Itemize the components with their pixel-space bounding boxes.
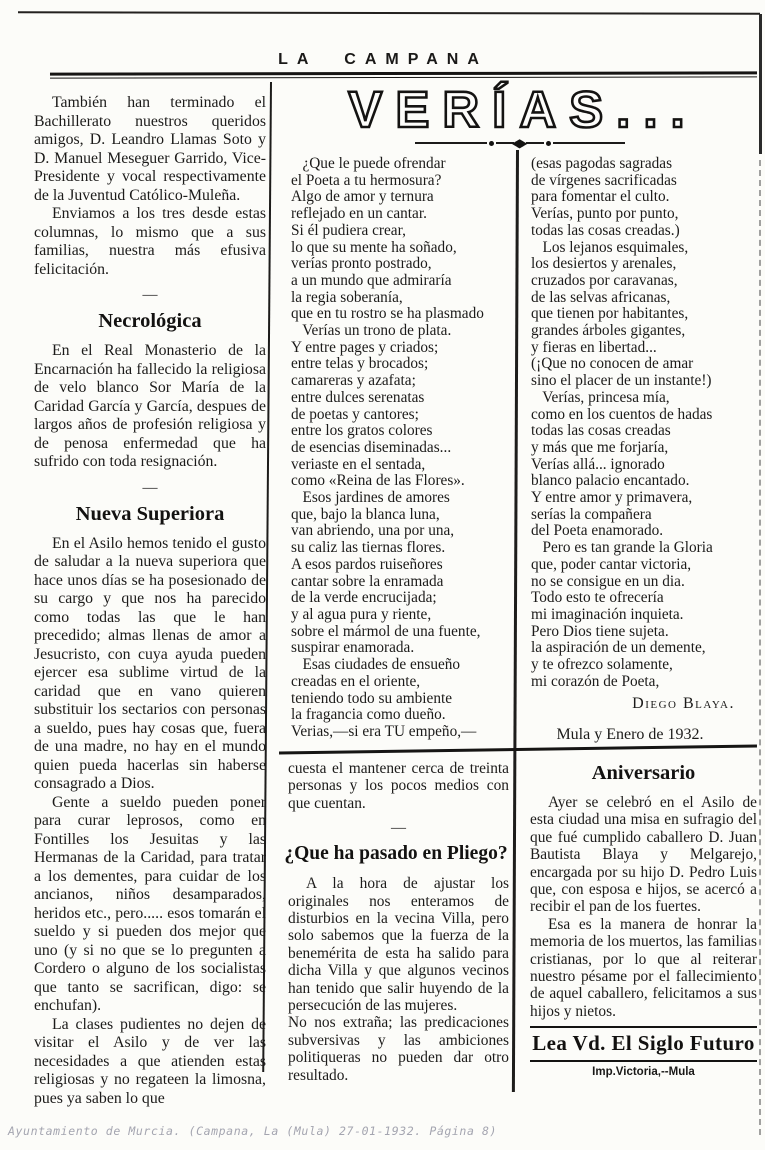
ornament-line <box>553 142 625 144</box>
poem-line: Y entre amor y primavera, <box>531 489 693 507</box>
poem-line: sobre el mármol de una fuente, <box>291 622 481 640</box>
poem-line: como «Reina de las Flores». <box>291 472 465 490</box>
poem-line: Verías, punto por punto, <box>531 205 679 223</box>
poem-line: Esas ciudades de ensueño <box>291 656 461 674</box>
section-separator: — <box>142 287 158 303</box>
right-edge-mark <box>759 14 762 154</box>
poem-line: y te ofrezco solamente, <box>531 656 673 674</box>
poem-dateline: Mula y Enero de 1932. <box>556 725 704 743</box>
poem-line: y más que me forjaría, <box>531 438 669 456</box>
poem-line: a un mundo que admiraría <box>291 271 452 289</box>
poem-line: la fragancia como dueño. <box>291 706 446 724</box>
poem-line: que, poder cantar victoria, <box>531 555 692 573</box>
poem-line: Y entre pages y criados; <box>291 338 439 356</box>
middle-column-bottom <box>284 760 509 1084</box>
poem-line: y al agua pura y riente, <box>291 605 432 623</box>
poem-title-block <box>295 82 745 148</box>
poem-line: que, bajo la blanca luna, <box>291 505 440 523</box>
right-edge-dashes <box>759 160 761 1135</box>
poem-line: cruzados por caravanas, <box>531 271 678 289</box>
poem-line: Verías un trono de plata. <box>291 322 452 340</box>
poem-line: mi corazón de Poeta, <box>531 672 660 690</box>
paragraph: La clases pudientes no dejen de visitar el Asilo y de ver las necesidades a que atienden estas religiosas y no regateen la limosna, pues ya saben lo que <box>34 1015 266 1107</box>
paragraph: No nos extraña; las predicaciones subversivas y las ambiciones politiqueras no pueden dar otro resultado. <box>288 1014 509 1084</box>
poem-line: Los lejanos esquimales, <box>531 238 689 256</box>
poem-line: Pero Dios tiene sujeta. <box>531 622 669 640</box>
poem-line: reflejado en un cantar. <box>291 205 427 223</box>
poem-line: A esos pardos ruiseñores <box>291 555 443 573</box>
poem-line: todas las cosas creadas <box>531 422 671 440</box>
poem-line: de la verde encrucijada; <box>291 589 437 607</box>
poem-line: serías la compañera <box>531 505 652 523</box>
pliego-paragraphs <box>288 875 509 1084</box>
poem-line: camareras y azafata; <box>291 372 416 390</box>
poem-line: como en los cuentos de hadas <box>531 405 713 423</box>
paragraph: En el Real Monasterio de la Encarnación ha fallecido la religiosa de velo blanco Sor María de la Caridad García y García, despues de largos años de profesión religiosa y de penosa enfermedad que ha sufrido con toda resignación. <box>34 342 266 470</box>
ornament-diamond-icon: ◆ <box>512 136 528 150</box>
poem-line: la aspiración de un demente, <box>531 639 706 657</box>
poem-line: entre telas y brocados; <box>291 355 429 373</box>
poem-line: creadas en el oriente, <box>291 672 421 690</box>
section-separator: — <box>391 820 406 837</box>
paragraph: Esa es la manera de honrar la memoria de los muertos, las familias cristianas, por lo que al reiterar nuestro pésame por el fallecimiento de aquel caballero, felicitamos a sus hijos y nietos. <box>530 915 757 1020</box>
aniversario-heading: Aniversario <box>591 762 696 784</box>
promo-text: Lea Vd. El Siglo Futuro <box>532 1031 755 1056</box>
poem-line: Verías, princesa mía, <box>531 388 670 406</box>
poem-line: mi imaginación inquieta. <box>531 605 684 623</box>
poem-line: Si él pudiera crear, <box>291 221 406 239</box>
pliego-heading: ¿Que ha pasado en Pliego? <box>284 843 508 865</box>
poem-line: van abriendo, una por una, <box>291 522 455 540</box>
poem-lines <box>531 156 757 691</box>
paragraph: Ayer se celebró en el Asilo de esta ciudad una misa en sufragio del que fué cumplido caballero D. Juan Bautista Blaya y Melgarejo, encargada por su hijo D. Pedro Luis que, con esposa e hijos, se acercó a recibir el pan de los fuertes. <box>530 794 757 916</box>
poem-line: de poetas y cantores; <box>291 405 419 423</box>
poem-line: el Poeta a tu hermosura? <box>291 171 442 189</box>
right-column-bottom <box>530 754 757 1078</box>
section-separator: — <box>142 479 158 496</box>
poem-line: que tienen por habitantes, <box>531 305 689 323</box>
ornament-line <box>526 142 544 144</box>
poem-title: VERÍAS... <box>348 81 698 138</box>
poem-line: Verias,—si era TU empeño,— <box>291 722 477 740</box>
intro-paragraphs <box>34 94 266 279</box>
poem-line: (esas pagodas sagradas <box>531 155 673 172</box>
paragraph: También han terminado el Bachillerato nuestros queridos amigos, D. Leandro Llamas Soto y D. Manuel Meseguer Garrido, Vice-Presidente y vocal respectivamente de la Juventud Católico-Muleña. <box>34 94 266 204</box>
poem-line: sino el placer de un instante!) <box>531 372 712 390</box>
imprint-line: Imp.Victoria,--Mula <box>592 1066 695 1079</box>
poem-line: ¿Que le puede ofrendar <box>291 155 446 172</box>
paragraph: En el Asilo hemos tenido el gusto de saludar a la nueva superiora que hace unos días se ha posesionado de su cargo y que nos ha parecido como todas las que le han precedido; almas llenas de amor a Jesucristo, con cuya ayuda pueden ejercer esa sublime virtud de la caridad que en vano quieren substituir los sectarios con personas a sueldo, pues hay cosas que, fuera de una madre, no hay en el mundo quien pueda hacerlas sin haberse consagrado a Dios. <box>34 534 266 792</box>
poem-signature: Diego Blaya. <box>632 694 735 712</box>
paragraph: A la hora de ajustar los originales nos enteramos de disturbios en la vecina Villa, pero solo sabemos que la fuerza de la benemérita de esta ha salido para dicha Villa y que algunos vecinos han tenido que salir huyendo de la persecución de las mujeres. <box>288 875 509 1015</box>
poem-line: verías pronto postrado, <box>291 255 432 273</box>
ornament-dot <box>489 141 494 146</box>
poem-line: de las selvas africanas, <box>531 288 671 306</box>
poem-line: Esos jardines de amores <box>291 489 450 507</box>
masthead-title: LA CAMPANA <box>278 51 488 68</box>
ornament-line <box>415 142 487 144</box>
scan-source-footer: Ayuntamiento de Murcia. (Campana, La (Mula) 27-01-1932. Página 8) <box>8 1124 498 1138</box>
poem-line: todas las cosas creadas.) <box>531 221 680 239</box>
poem-line: de esencias diseminadas... <box>291 438 452 456</box>
poem-line: su caliz las tiernas flores. <box>291 539 446 557</box>
poem-line: lo que su mente ha soñado, <box>291 238 457 256</box>
necrologica-heading: Necrológica <box>98 310 202 332</box>
poem-line: para fomentar el culto. <box>531 188 670 206</box>
necrologica-paragraphs <box>34 342 266 472</box>
poem-line: los desiertos y arenales, <box>531 255 677 273</box>
column-divider-right <box>512 150 519 1092</box>
poem-line: grandes árboles gigantes, <box>531 322 686 340</box>
poem-line: cantar sobre la enramada <box>291 572 444 590</box>
poem-line: Algo de amor y ternura <box>291 188 434 206</box>
ornament-divider <box>295 138 745 148</box>
masthead-rule <box>50 71 757 78</box>
poem-line: del Poeta enamorado. <box>531 522 664 540</box>
poem-line: veriaste en el sentada, <box>291 455 426 473</box>
paragraph: Enviamos a los tres desde estas columnas, lo mismo que a sus familias, nuestra más efusiva felicitación. <box>34 205 266 278</box>
paragraph: Gente a sueldo pueden poner para curar leprosos, como en Fontilles los Jesuitas y las Hermanas de la Caridad, para tratar a los dementes, para cuidar de los ancianos, niños desamparados, heridos etc., pero..... esos tomarán el sueldo y si pueden dos mejor que uno (y si no que se lo pregunten a Cordero o alguno de los socialistas que tanto se sacrifican, digo: se enchufan). <box>34 793 266 1014</box>
poem-line: entre los gratos colores <box>291 422 433 440</box>
poem-line: Pero es tan grande la Gloria <box>531 539 713 557</box>
continuation-paragraphs <box>288 760 509 812</box>
ornament-dot <box>546 141 551 146</box>
aniversario-paragraphs <box>530 794 757 1020</box>
top-scan-rule <box>18 11 760 15</box>
poem-line: que en tu rostro se ha plasmado <box>291 305 484 323</box>
nueva-superiora-paragraphs <box>34 535 266 1109</box>
poem-line: Verías allá... ignorado <box>531 455 665 473</box>
poem-line: la regia soberanía, <box>291 288 403 306</box>
poem-line: (¡Que no conocen de amar <box>531 355 694 373</box>
poem-line: suspirar enamorada. <box>291 639 415 657</box>
poem-column-1 <box>291 156 511 741</box>
poem-line: Todo esto te ofrecería <box>531 589 664 607</box>
promo-box <box>530 1026 757 1062</box>
nueva-superiora-heading: Nueva Superiora <box>75 502 225 525</box>
poem-line: no se consigue en un dia. <box>531 572 685 590</box>
poem-line: entre dulces serenatas <box>291 388 425 406</box>
poem-line: y fieras en libertad... <box>531 338 657 356</box>
poem-column-2 <box>531 156 757 744</box>
paragraph: cuesta el mantener cerca de treinta personas y los pocos medios con que cuentan. <box>288 760 509 812</box>
left-column <box>34 94 266 1108</box>
poem-line: de vírgenes sacrificadas <box>531 171 677 189</box>
poem-line: teniendo todo su ambiente <box>291 689 453 707</box>
poem-line: blanco palacio encantado. <box>531 472 690 490</box>
